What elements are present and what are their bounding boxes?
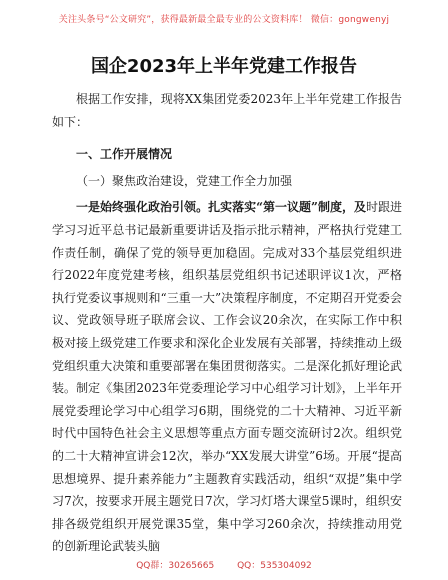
page-footer bbox=[0, 558, 448, 571]
document-title: 国企2023年上半年党建工作报告 bbox=[90, 56, 358, 77]
subsection-heading: （一）聚焦政治建设，党建工作全力加强 bbox=[76, 173, 293, 188]
body-paragraph bbox=[52, 196, 402, 558]
qq-group: QQ群：30265665 bbox=[136, 561, 215, 571]
document-body bbox=[52, 88, 402, 558]
paragraph-text: 时跟进学习习近平总书记最新重要讲话及指示批示精神，严格执行党建工作责任制，确保了党的领导更加稳固。完成对33个基层党组织进行2022年度党建考核，组织基层党组织书记述职评议1次，严格执行党委议事规则和“三重一大”决策程序制度，不定期召开党委会议、党政领导班子联席会议、工作会议20余次，在实际工作中积极对接上级党建工作要求和深化企业发展有关部署，持续推动上级党组织重大决策和重要部署在集团贯彻落实。二是深化抓好理论武装。制定《集团2023年党委理论学习中心组学习计划》，上半年开展党委理论学习中心组学习6期，围绕党的二十大精神、习近平新时代中国特色社会主义思想等重点方面专题交流研讨2次。组织党的二十大精神宣讲会12次，举办“XX发展大讲堂”6场。开展“提高思想境界、提升素养能力”主题教育实践活动，组织“双提”集中学习7次，按要求开展主题党日7次，学习灯塔大课堂5课时，组织安排各级党组织开展党课35堂，集中学习260余次，持续推动用党的创新理论武装头脑 bbox=[52, 200, 402, 554]
paragraph-lead: 一是始终强化政治引领。扎实落实“第一议题”制度，及 bbox=[76, 200, 366, 215]
intro-paragraph: 根据工作安排，现将XX集团党委2023年上半年党建工作报告如下： bbox=[52, 92, 402, 129]
qq-number: QQ：535304092 bbox=[237, 561, 312, 571]
section-heading: 一、工作开展情况 bbox=[76, 147, 173, 162]
promo-banner: 关注头条号“公文研究”，获得最新最全最专业的公文资料库！ 微信：gongwenyj bbox=[58, 15, 390, 25]
